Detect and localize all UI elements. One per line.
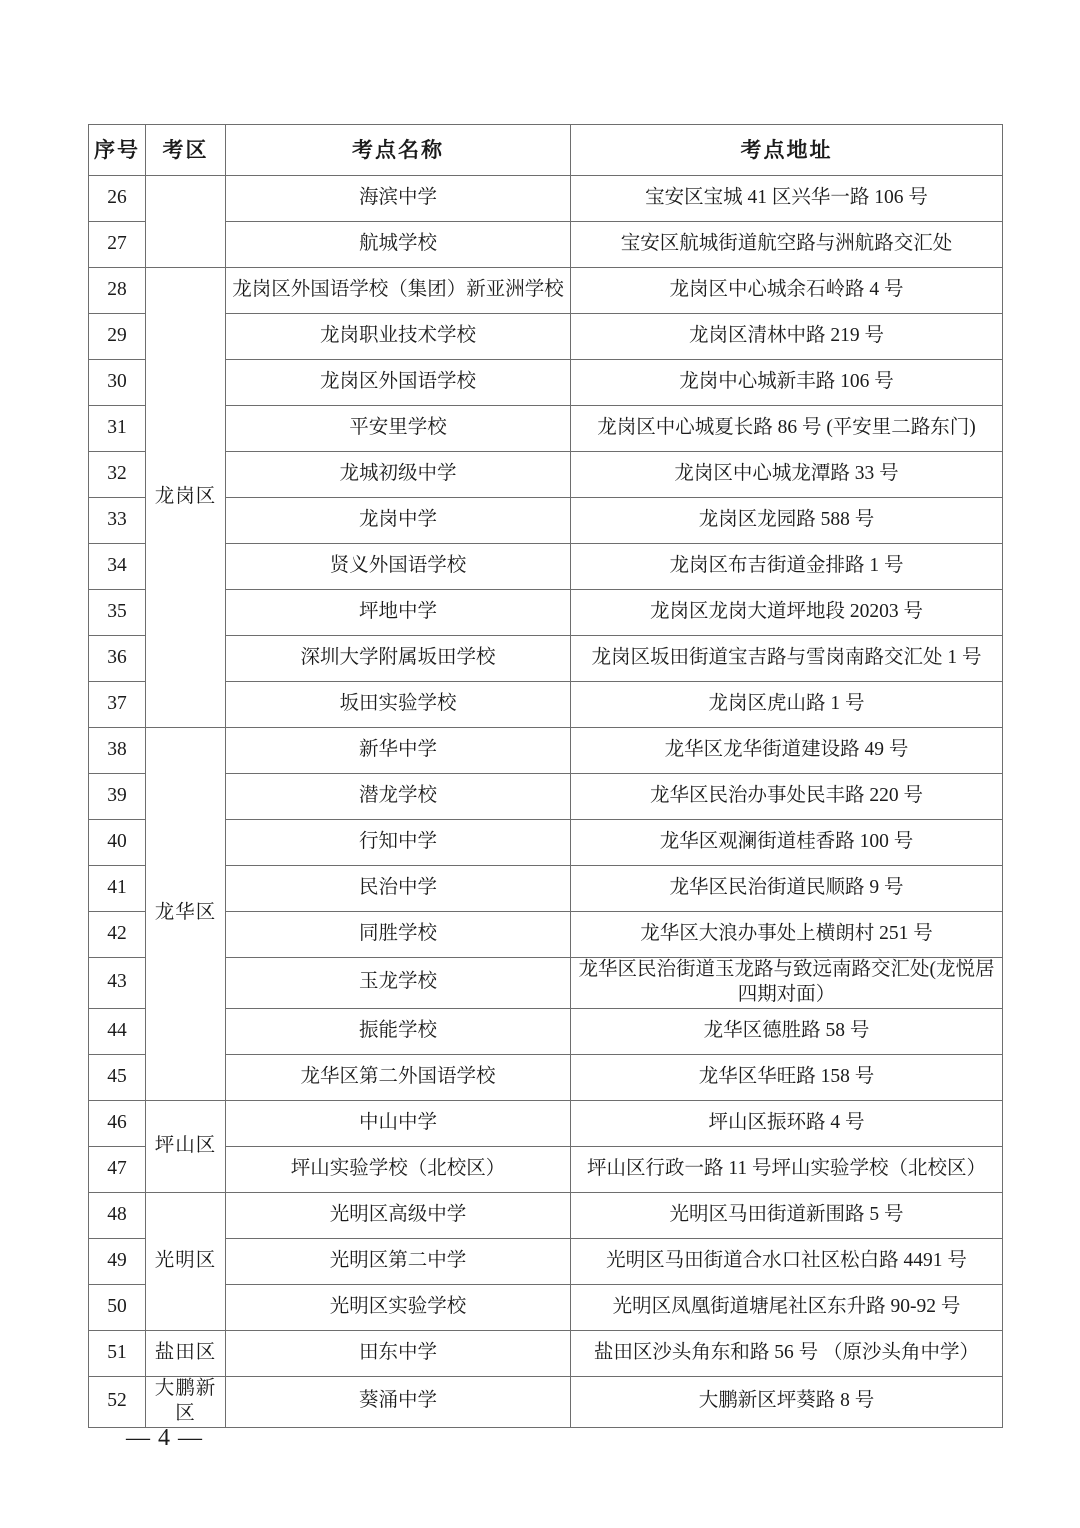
cell-district: 盐田区 [146, 1330, 226, 1376]
cell-venue-address: 光明区马田街道新围路 5 号 [571, 1192, 1003, 1238]
cell-venue-name: 龙岗区外国语学校 [226, 360, 571, 406]
exam-venue-table [88, 124, 1003, 1428]
cell-venue-address: 龙岗区中心城夏长路 86 号 (平安里二路东门) [571, 406, 1003, 452]
table-row [89, 774, 1003, 820]
table-row [89, 1100, 1003, 1146]
cell-seq: 28 [89, 268, 146, 314]
cell-seq: 32 [89, 452, 146, 498]
cell-venue-name: 玉龙学校 [226, 958, 571, 1009]
cell-venue-address: 龙华区华旺路 158 号 [571, 1054, 1003, 1100]
cell-seq: 29 [89, 314, 146, 360]
cell-seq: 31 [89, 406, 146, 452]
cell-seq: 42 [89, 912, 146, 958]
cell-seq: 41 [89, 866, 146, 912]
cell-venue-name: 田东中学 [226, 1330, 571, 1376]
cell-seq: 50 [89, 1284, 146, 1330]
cell-seq: 37 [89, 682, 146, 728]
cell-seq: 27 [89, 222, 146, 268]
cell-venue-address: 龙岗区龙园路 588 号 [571, 498, 1003, 544]
cell-seq: 49 [89, 1238, 146, 1284]
cell-venue-name: 坂田实验学校 [226, 682, 571, 728]
table-row [89, 360, 1003, 406]
cell-venue-address: 大鹏新区坪葵路 8 号 [571, 1376, 1003, 1427]
cell-venue-name: 葵涌中学 [226, 1376, 571, 1427]
cell-seq: 48 [89, 1192, 146, 1238]
table-row [89, 590, 1003, 636]
cell-venue-address: 龙岗区中心城余石岭路 4 号 [571, 268, 1003, 314]
cell-venue-address: 龙华区德胜路 58 号 [571, 1008, 1003, 1054]
cell-venue-address: 龙华区民治街道民顺路 9 号 [571, 866, 1003, 912]
cell-venue-address: 光明区马田街道合水口社区松白路 4491 号 [571, 1238, 1003, 1284]
page-number: — 4 — [126, 1425, 203, 1451]
cell-seq: 52 [89, 1376, 146, 1427]
table-row [89, 912, 1003, 958]
cell-venue-name: 贤义外国语学校 [226, 544, 571, 590]
cell-venue-address: 龙岗区虎山路 1 号 [571, 682, 1003, 728]
cell-venue-address: 坪山区振环路 4 号 [571, 1100, 1003, 1146]
cell-venue-name: 光明区实验学校 [226, 1284, 571, 1330]
cell-venue-address: 坪山区行政一路 11 号坪山实验学校（北校区） [571, 1146, 1003, 1192]
cell-venue-name: 龙城初级中学 [226, 452, 571, 498]
cell-venue-address: 盐田区沙头角东和路 56 号 （原沙头角中学） [571, 1330, 1003, 1376]
cell-district: 龙华区 [146, 728, 226, 1101]
table-row [89, 1238, 1003, 1284]
table-row [89, 1284, 1003, 1330]
cell-seq: 26 [89, 176, 146, 222]
cell-district: 光明区 [146, 1192, 226, 1330]
cell-venue-address: 龙华区民治办事处民丰路 220 号 [571, 774, 1003, 820]
table-row [89, 314, 1003, 360]
table-row [89, 636, 1003, 682]
table-row [89, 1008, 1003, 1054]
cell-district: 坪山区 [146, 1100, 226, 1192]
cell-seq: 51 [89, 1330, 146, 1376]
cell-venue-address: 龙岗区坂田街道宝吉路与雪岗南路交汇处 1 号 [571, 636, 1003, 682]
cell-venue-name: 中山中学 [226, 1100, 571, 1146]
cell-seq: 44 [89, 1008, 146, 1054]
cell-district [146, 176, 226, 268]
exam-venue-table-container [88, 124, 1002, 1428]
cell-seq: 33 [89, 498, 146, 544]
cell-venue-address: 龙岗区中心城龙潭路 33 号 [571, 452, 1003, 498]
cell-seq: 45 [89, 1054, 146, 1100]
table-row [89, 1376, 1003, 1427]
cell-venue-name: 同胜学校 [226, 912, 571, 958]
cell-seq: 35 [89, 590, 146, 636]
cell-district: 大鹏新区 [146, 1376, 226, 1427]
table-row [89, 176, 1003, 222]
cell-venue-name: 航城学校 [226, 222, 571, 268]
cell-venue-name: 深圳大学附属坂田学校 [226, 636, 571, 682]
table-row [89, 452, 1003, 498]
cell-venue-address: 龙岗中心城新丰路 106 号 [571, 360, 1003, 406]
cell-venue-name: 平安里学校 [226, 406, 571, 452]
cell-venue-address: 龙华区观澜街道桂香路 100 号 [571, 820, 1003, 866]
cell-venue-name: 行知中学 [226, 820, 571, 866]
table-row [89, 1192, 1003, 1238]
cell-seq: 46 [89, 1100, 146, 1146]
column-header-seq: 序号 [89, 125, 146, 176]
cell-venue-name: 光明区第二中学 [226, 1238, 571, 1284]
column-header-district: 考区 [146, 125, 226, 176]
table-row [89, 1054, 1003, 1100]
cell-venue-name: 坪地中学 [226, 590, 571, 636]
table-row [89, 728, 1003, 774]
cell-venue-address: 宝安区航城街道航空路与洲航路交汇处 [571, 222, 1003, 268]
cell-venue-address: 龙岗区清林中路 219 号 [571, 314, 1003, 360]
cell-venue-name: 民治中学 [226, 866, 571, 912]
table-row [89, 1146, 1003, 1192]
cell-seq: 30 [89, 360, 146, 406]
cell-venue-name: 龙华区第二外国语学校 [226, 1054, 571, 1100]
table-row [89, 958, 1003, 1009]
table-row [89, 222, 1003, 268]
cell-venue-name: 潜龙学校 [226, 774, 571, 820]
cell-venue-address: 龙岗区龙岗大道坪地段 20203 号 [571, 590, 1003, 636]
cell-seq: 40 [89, 820, 146, 866]
column-header-venue-name: 考点名称 [226, 125, 571, 176]
cell-venue-name: 龙岗中学 [226, 498, 571, 544]
cell-venue-address: 龙岗区布吉街道金排路 1 号 [571, 544, 1003, 590]
column-header-venue-address: 考点地址 [571, 125, 1003, 176]
cell-venue-name: 坪山实验学校（北校区） [226, 1146, 571, 1192]
cell-venue-address: 龙华区民治街道玉龙路与致远南路交汇处(龙悦居四期对面） [571, 958, 1003, 1009]
cell-venue-name: 新华中学 [226, 728, 571, 774]
table-row [89, 268, 1003, 314]
table-row [89, 820, 1003, 866]
cell-venue-address: 龙华区大浪办事处上横朗村 251 号 [571, 912, 1003, 958]
cell-district: 龙岗区 [146, 268, 226, 728]
table-row [89, 544, 1003, 590]
table-row [89, 682, 1003, 728]
table-row [89, 498, 1003, 544]
cell-venue-address: 光明区凤凰街道塘尾社区东升路 90-92 号 [571, 1284, 1003, 1330]
table-header [89, 125, 1003, 176]
cell-venue-name: 振能学校 [226, 1008, 571, 1054]
table-body [89, 176, 1003, 1428]
cell-seq: 36 [89, 636, 146, 682]
cell-venue-name: 龙岗职业技术学校 [226, 314, 571, 360]
cell-venue-name: 海滨中学 [226, 176, 571, 222]
table-header-row [89, 125, 1003, 176]
cell-seq: 43 [89, 958, 146, 1009]
cell-seq: 38 [89, 728, 146, 774]
table-row [89, 406, 1003, 452]
cell-seq: 47 [89, 1146, 146, 1192]
table-row [89, 1330, 1003, 1376]
cell-seq: 34 [89, 544, 146, 590]
cell-seq: 39 [89, 774, 146, 820]
table-row [89, 866, 1003, 912]
cell-venue-address: 龙华区龙华街道建设路 49 号 [571, 728, 1003, 774]
cell-venue-address: 宝安区宝城 41 区兴华一路 106 号 [571, 176, 1003, 222]
cell-venue-name: 光明区高级中学 [226, 1192, 571, 1238]
cell-venue-name: 龙岗区外国语学校（集团）新亚洲学校 [226, 268, 571, 314]
